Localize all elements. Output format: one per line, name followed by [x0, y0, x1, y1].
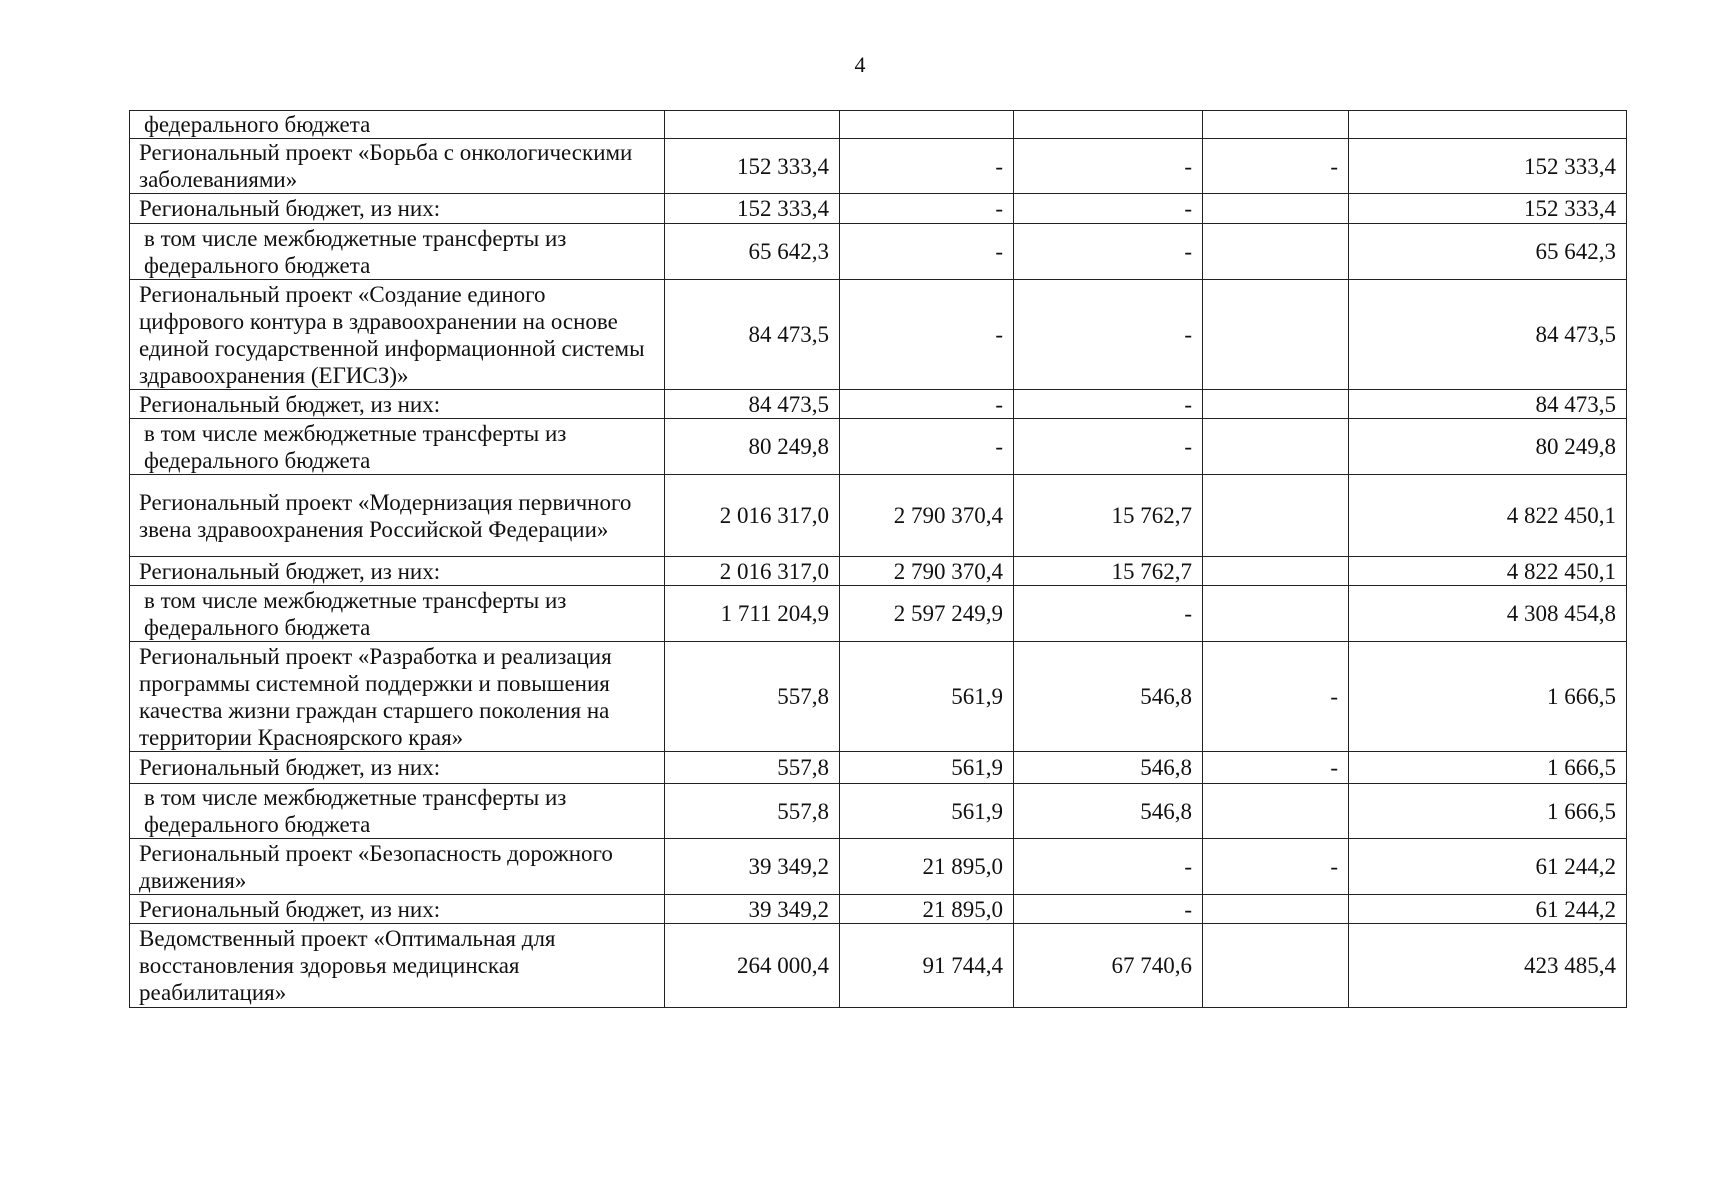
value-cell: -: [1014, 419, 1203, 475]
table-row: [130, 642, 1627, 752]
value-cell: [1014, 111, 1203, 139]
row-label: Региональный проект «Разработка и реализация программы системной поддержки и повышения качества жизни граждан старшего поколения на территории Красноярского края»: [130, 642, 665, 752]
row-label: Региональный проект «Борьба с онкологическими заболеваниями»: [130, 139, 665, 194]
value-cell: -: [1014, 586, 1203, 642]
value-cell: 2 016 317,0: [665, 475, 840, 557]
value-cell: -: [1014, 139, 1203, 194]
table-row: [130, 586, 1627, 642]
row-label: в том числе межбюджетные трансферты из федерального бюджета: [130, 419, 665, 475]
value-cell: 152 333,4: [665, 139, 840, 194]
value-cell: 1 666,5: [1349, 752, 1627, 784]
value-cell: 61 244,2: [1349, 839, 1627, 895]
value-cell: 15 762,7: [1014, 557, 1203, 586]
value-cell: 39 349,2: [665, 895, 840, 924]
value-cell: -: [1014, 839, 1203, 895]
table-row: [130, 419, 1627, 475]
table-row: [130, 139, 1627, 194]
value-cell: -: [1014, 224, 1203, 280]
value-cell: 80 249,8: [1349, 419, 1627, 475]
value-cell: 561,9: [840, 642, 1014, 752]
row-label: Региональный проект «Создание единого цифрового контура в здравоохранении на основе единой государственной информационной системы здравоохранения (ЕГИСЗ)»: [130, 280, 665, 390]
value-cell: -: [1203, 752, 1349, 784]
table-row: [130, 895, 1627, 924]
value-cell: [665, 111, 840, 139]
value-cell: 80 249,8: [665, 419, 840, 475]
row-label: Региональный бюджет, из них:: [130, 557, 665, 586]
value-cell: 546,8: [1014, 752, 1203, 784]
page-number: 4: [854, 52, 866, 77]
value-cell: 1 711 204,9: [665, 586, 840, 642]
value-cell: 91 744,4: [840, 924, 1014, 1008]
value-cell: -: [1203, 839, 1349, 895]
table-row: [130, 784, 1627, 839]
value-cell: 2 016 317,0: [665, 557, 840, 586]
table-row: [130, 224, 1627, 280]
row-label: Региональный бюджет, из них:: [130, 194, 665, 224]
value-cell: [1203, 895, 1349, 924]
row-label: в том числе межбюджетные трансферты из федерального бюджета: [130, 586, 665, 642]
value-cell: 65 642,3: [1349, 224, 1627, 280]
table-row: [130, 280, 1627, 390]
value-cell: -: [1014, 280, 1203, 390]
value-cell: -: [840, 390, 1014, 419]
value-cell: 39 349,2: [665, 839, 840, 895]
value-cell: 4 308 454,8: [1349, 586, 1627, 642]
row-label: Региональный проект «Модернизация первичного звена здравоохранения Российской Федерации»: [130, 475, 665, 557]
value-cell: [1203, 111, 1349, 139]
value-cell: -: [1203, 642, 1349, 752]
value-cell: [1203, 419, 1349, 475]
value-cell: -: [840, 224, 1014, 280]
value-cell: 561,9: [840, 752, 1014, 784]
value-cell: -: [1014, 390, 1203, 419]
value-cell: 2 790 370,4: [840, 475, 1014, 557]
value-cell: 546,8: [1014, 642, 1203, 752]
row-label: в том числе межбюджетные трансферты из федерального бюджета: [130, 224, 665, 280]
value-cell: -: [840, 419, 1014, 475]
value-cell: [1203, 280, 1349, 390]
value-cell: [1203, 557, 1349, 586]
value-cell: -: [840, 139, 1014, 194]
row-label: федерального бюджета: [130, 111, 665, 139]
value-cell: [1203, 784, 1349, 839]
value-cell: 61 244,2: [1349, 895, 1627, 924]
value-cell: 84 473,5: [665, 390, 840, 419]
table-row: [130, 475, 1627, 557]
value-cell: 557,8: [665, 784, 840, 839]
value-cell: 561,9: [840, 784, 1014, 839]
value-cell: [1203, 390, 1349, 419]
value-cell: -: [840, 194, 1014, 224]
value-cell: 1 666,5: [1349, 784, 1627, 839]
value-cell: 152 333,4: [1349, 139, 1627, 194]
value-cell: 65 642,3: [665, 224, 840, 280]
value-cell: 557,8: [665, 752, 840, 784]
value-cell: 2 597 249,9: [840, 586, 1014, 642]
value-cell: 2 790 370,4: [840, 557, 1014, 586]
value-cell: 4 822 450,1: [1349, 475, 1627, 557]
value-cell: 152 333,4: [665, 194, 840, 224]
value-cell: 67 740,6: [1014, 924, 1203, 1008]
table-row: [130, 390, 1627, 419]
value-cell: 557,8: [665, 642, 840, 752]
value-cell: 84 473,5: [1349, 390, 1627, 419]
row-label: в том числе межбюджетные трансферты из федерального бюджета: [130, 784, 665, 839]
budget-table-body: [130, 111, 1627, 1008]
value-cell: 546,8: [1014, 784, 1203, 839]
row-label: Региональный бюджет, из них:: [130, 752, 665, 784]
value-cell: [1349, 111, 1627, 139]
row-label: Региональный бюджет, из них:: [130, 390, 665, 419]
value-cell: -: [1014, 194, 1203, 224]
budget-table: [129, 110, 1627, 1008]
value-cell: [1203, 924, 1349, 1008]
value-cell: -: [1014, 895, 1203, 924]
value-cell: 152 333,4: [1349, 194, 1627, 224]
value-cell: 1 666,5: [1349, 642, 1627, 752]
table-row: [130, 194, 1627, 224]
value-cell: 15 762,7: [1014, 475, 1203, 557]
value-cell: -: [1203, 139, 1349, 194]
value-cell: [840, 111, 1014, 139]
table-row: [130, 924, 1627, 1008]
table-row: [130, 557, 1627, 586]
value-cell: -: [840, 280, 1014, 390]
value-cell: 264 000,4: [665, 924, 840, 1008]
table-row: [130, 752, 1627, 784]
value-cell: 84 473,5: [1349, 280, 1627, 390]
row-label: Региональный бюджет, из них:: [130, 895, 665, 924]
row-label: Ведомственный проект «Оптимальная для восстановления здоровья медицинская реабилитация»: [130, 924, 665, 1008]
value-cell: 423 485,4: [1349, 924, 1627, 1008]
table-row: [130, 839, 1627, 895]
value-cell: 21 895,0: [840, 839, 1014, 895]
value-cell: [1203, 586, 1349, 642]
value-cell: 4 822 450,1: [1349, 557, 1627, 586]
value-cell: [1203, 194, 1349, 224]
value-cell: 84 473,5: [665, 280, 840, 390]
value-cell: [1203, 224, 1349, 280]
row-label: Региональный проект «Безопасность дорожного движения»: [130, 839, 665, 895]
table-row: [130, 111, 1627, 139]
value-cell: 21 895,0: [840, 895, 1014, 924]
value-cell: [1203, 475, 1349, 557]
